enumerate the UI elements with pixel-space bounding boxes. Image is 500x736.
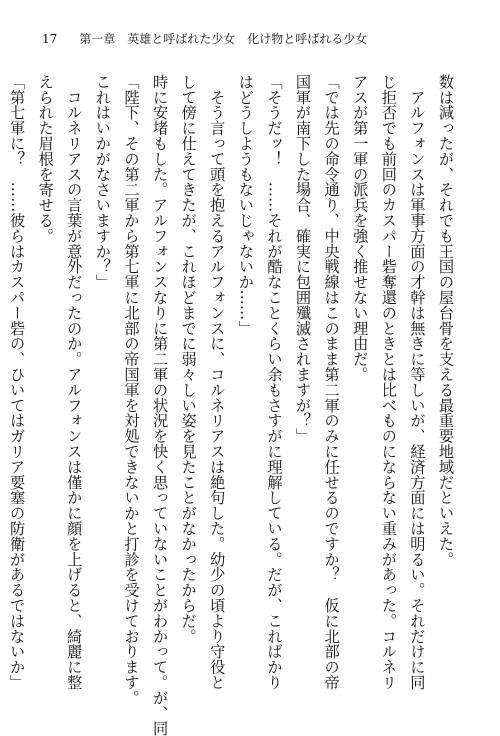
- page-number: 17: [42, 32, 58, 46]
- text-line-12: 「陛下、その第二軍から第七軍に北部の帝国軍を対処できないかと打診を受けております。: [122, 74, 141, 706]
- text-line-6: 国軍が南下した場合、確実に包囲殲滅されますが？」: [294, 74, 313, 444]
- text-line-1: 数は減ったが、それでも王国の屋台骨を支える最重要地域だといえた。: [437, 74, 455, 567]
- text-line-13: これはいかがなさいますか？」: [93, 74, 112, 290]
- text-line-17: [0, 74, 3, 674]
- text-line-8: はどうしようもないじゃないか……」: [236, 74, 255, 336]
- vertical-body-text: [8, 74, 460, 736]
- text-line-4: アスが第一軍の派兵を強く推せない理由だ。: [351, 74, 370, 382]
- text-line-7: 「そうだッ！ ……それが酷なことくらい余もさすがに理解している。だが、こればかり: [265, 74, 284, 690]
- text-line-5: 「では先の命令通り、中央戦線はこのまま第二軍のみに任せるのですか？ 仮に北部の帝: [322, 74, 341, 690]
- text-line-9: そう言って頭を抱えるアルフォンスに、コルネリアスは絶句した。幼少の頃より守役と: [208, 74, 227, 690]
- text-line-14: コルネリアスの言葉が意外だったのか。アルフォンスは僅かに顔を上げると、綺麗に整: [65, 74, 84, 690]
- running-head: [42, 30, 472, 48]
- text-line-3: じ拒否でも前回のカスパー砦奪還のときとは比べものにならない重みがあった。コルネリ: [379, 74, 398, 690]
- text-line-11: 時に安堵もした。アルフォンスなりに第二軍の状況を快く思っていないことがわかって。が、同: [151, 74, 170, 736]
- text-line-16: 「第七軍に？ ……彼らはカスパー砦の、ひいてはガリア要塞の防衛があるではないか」: [8, 74, 27, 690]
- text-line-10: して傍に仕えてきたが、これほどまでに弱々しい姿を見たことがなかったからだ。: [179, 74, 198, 644]
- text-line-2: アルフォンスは軍事方面の才幹は無きに等しいが、経済方面には明るい。それだけに同: [408, 74, 427, 690]
- text-line-15: えられた眉根を寄せる。: [36, 74, 55, 244]
- chapter-title: 第一章 英雄と呼ばれた少女 化け物と呼ばれる少女: [79, 32, 368, 46]
